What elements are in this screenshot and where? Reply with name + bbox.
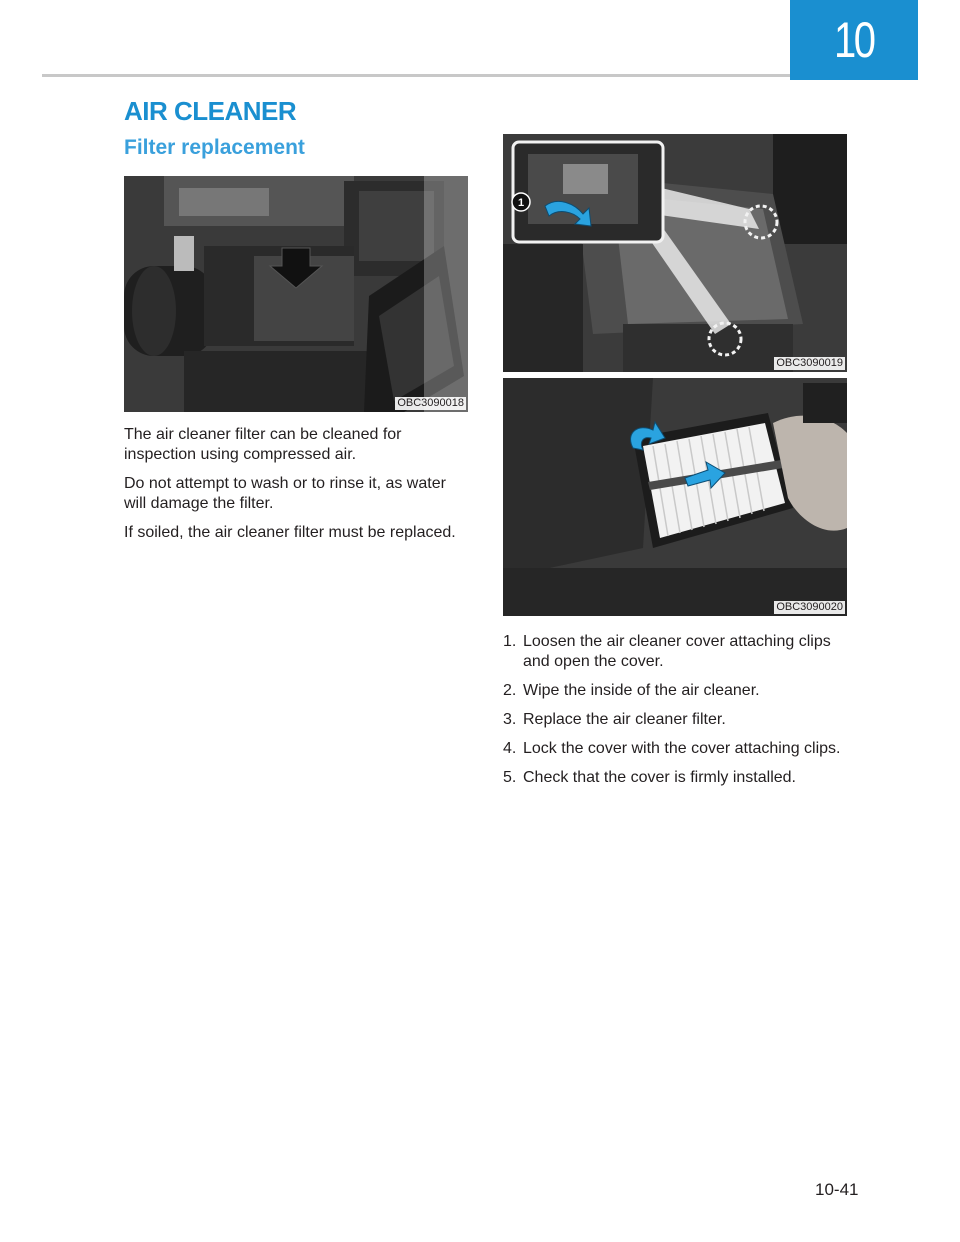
- body-text: [124, 425, 469, 552]
- figure-code: OBC3090018: [397, 397, 464, 409]
- figure-cover-clips-photo: [503, 134, 847, 372]
- chapter-number: 10: [834, 12, 874, 68]
- step-text: Wipe the inside of the air cleaner.: [523, 682, 760, 699]
- step-number: 1.: [503, 633, 517, 650]
- step-number: 2.: [503, 682, 517, 699]
- step-item: [503, 739, 853, 759]
- section-title: AIR CLEANER: [124, 96, 297, 126]
- step-number: 3.: [503, 711, 517, 728]
- page-number: 10-41: [815, 1180, 859, 1199]
- filter-removal-illustration: [503, 378, 847, 616]
- engine-bay-illustration: [124, 176, 468, 412]
- step-text: Loosen the air cleaner cover attaching clips and open the cover.: [523, 633, 831, 670]
- figure-engine-bay-photo: [124, 176, 468, 412]
- header-rule: [42, 74, 792, 77]
- figure-code: OBC3090020: [776, 601, 843, 613]
- step-text: Replace the air cleaner filter.: [523, 711, 726, 728]
- step-text: Lock the cover with the cover attaching clips.: [523, 740, 841, 757]
- paragraph: The air cleaner filter can be cleaned for inspection using compressed air.: [124, 426, 402, 463]
- paragraph: If soiled, the air cleaner filter must be replaced.: [124, 524, 456, 541]
- step-number: 5.: [503, 769, 517, 786]
- callout-number: 1: [517, 197, 525, 209]
- paragraph: Do not attempt to wash or to rinse it, as water will damage the filter.: [124, 475, 446, 512]
- chapter-tab: [790, 0, 918, 80]
- sub-title: Filter replacement: [124, 136, 305, 159]
- cover-clips-illustration: [503, 134, 847, 372]
- step-item: [503, 632, 853, 672]
- figure-filter-removal-photo: [503, 378, 847, 616]
- step-number: 4.: [503, 740, 517, 757]
- step-text: Check that the cover is firmly installed.: [523, 769, 796, 786]
- figure-code: OBC3090019: [776, 357, 843, 369]
- step-item: [503, 768, 853, 788]
- step-item: [503, 681, 853, 701]
- procedure-steps: [503, 632, 853, 797]
- step-item: [503, 710, 853, 730]
